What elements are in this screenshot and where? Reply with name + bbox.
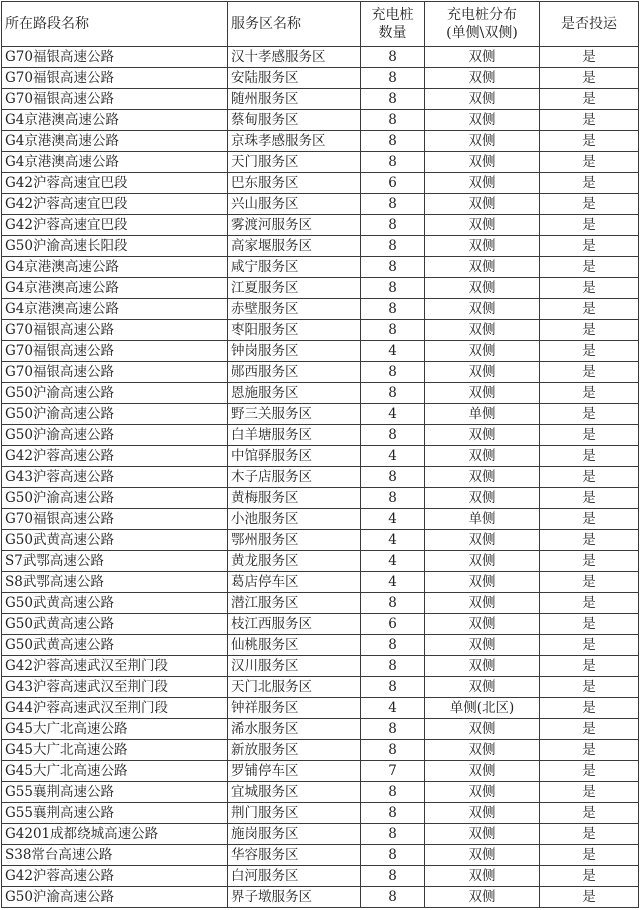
road-name-cell: G50沪渝高速公路 <box>2 425 228 446</box>
charger-distribution-cell: 双侧 <box>425 383 540 404</box>
charger-count-cell: 8 <box>361 467 425 488</box>
charger-count-cell: 8 <box>361 425 425 446</box>
charger-count-cell: 8 <box>361 89 425 110</box>
charger-count-cell: 8 <box>361 152 425 173</box>
charger-count-cell: 4 <box>361 551 425 572</box>
in-operation-cell: 是 <box>540 866 639 887</box>
charger-count-cell: 8 <box>361 299 425 320</box>
charger-count-cell: 8 <box>361 257 425 278</box>
charger-count-cell: 8 <box>361 488 425 509</box>
service-area-cell: 恩施服务区 <box>228 383 361 404</box>
road-name-cell: G4京港澳高速公路 <box>2 110 228 131</box>
service-area-cell: 浠水服务区 <box>228 719 361 740</box>
header-charger-count-line1: 充电桩 <box>371 7 414 23</box>
service-area-cell: 蔡甸服务区 <box>228 110 361 131</box>
charger-distribution-cell: 双侧 <box>425 446 540 467</box>
road-name-cell: G4京港澳高速公路 <box>2 278 228 299</box>
charger-distribution-cell: 双侧 <box>425 89 540 110</box>
in-operation-cell: 是 <box>540 425 639 446</box>
charger-distribution-cell: 双侧 <box>425 257 540 278</box>
charger-distribution-cell: 双侧 <box>425 572 540 593</box>
charger-count-cell: 8 <box>361 887 425 908</box>
road-name-cell: G50武黄高速公路 <box>2 530 228 551</box>
charger-count-cell: 4 <box>361 446 425 467</box>
table-row <box>2 257 639 278</box>
charger-distribution-cell: 单侧 <box>425 404 540 425</box>
charger-count-cell: 8 <box>361 362 425 383</box>
table-row <box>2 656 639 677</box>
in-operation-cell: 是 <box>540 257 639 278</box>
charger-distribution-cell: 双侧 <box>425 47 540 68</box>
charger-count-cell: 4 <box>361 698 425 719</box>
in-operation-cell: 是 <box>540 551 639 572</box>
charger-distribution-cell: 双侧 <box>425 152 540 173</box>
charger-count-cell: 8 <box>361 47 425 68</box>
road-name-cell: G70福银高速公路 <box>2 47 228 68</box>
in-operation-cell: 是 <box>540 803 639 824</box>
in-operation-cell: 是 <box>540 656 639 677</box>
table-row <box>2 47 639 68</box>
in-operation-cell: 是 <box>540 467 639 488</box>
service-area-cell: 随州服务区 <box>228 89 361 110</box>
charger-distribution-cell: 双侧 <box>425 131 540 152</box>
table-row <box>2 635 639 656</box>
charger-count-cell: 4 <box>361 572 425 593</box>
in-operation-cell: 是 <box>540 362 639 383</box>
in-operation-cell: 是 <box>540 593 639 614</box>
in-operation-cell: 是 <box>540 635 639 656</box>
table-row <box>2 362 639 383</box>
charger-distribution-cell: 单侧(北区) <box>425 698 540 719</box>
header-charger-distribution <box>425 2 540 47</box>
charger-count-cell: 8 <box>361 383 425 404</box>
table-row <box>2 677 639 698</box>
charger-distribution-cell: 双侧 <box>425 719 540 740</box>
charger-count-cell: 6 <box>361 614 425 635</box>
table-row <box>2 341 639 362</box>
in-operation-cell: 是 <box>540 719 639 740</box>
road-name-cell: G4京港澳高速公路 <box>2 257 228 278</box>
in-operation-cell: 是 <box>540 383 639 404</box>
charger-count-cell: 8 <box>361 782 425 803</box>
charger-distribution-cell: 双侧 <box>425 278 540 299</box>
road-name-cell: G43沪蓉高速武汉至荆门段 <box>2 677 228 698</box>
in-operation-cell: 是 <box>540 89 639 110</box>
in-operation-cell: 是 <box>540 509 639 530</box>
table-row <box>2 236 639 257</box>
charger-distribution-cell: 双侧 <box>425 782 540 803</box>
in-operation-cell: 是 <box>540 47 639 68</box>
table-row <box>2 278 639 299</box>
header-row <box>2 2 639 47</box>
table-row <box>2 320 639 341</box>
charger-distribution-cell: 双侧 <box>425 362 540 383</box>
service-area-cell: 汉十孝感服务区 <box>228 47 361 68</box>
service-area-cell: 枝江西服务区 <box>228 614 361 635</box>
road-name-cell: G50武黄高速公路 <box>2 593 228 614</box>
table-row <box>2 782 639 803</box>
road-name-cell: G50沪渝高速长阳段 <box>2 236 228 257</box>
service-area-cell: 兴山服务区 <box>228 194 361 215</box>
road-name-cell: G50沪渝高速公路 <box>2 488 228 509</box>
charger-count-cell: 4 <box>361 509 425 530</box>
in-operation-cell: 是 <box>540 446 639 467</box>
charger-distribution-cell: 双侧 <box>425 593 540 614</box>
charger-distribution-cell: 双侧 <box>425 761 540 782</box>
road-name-cell: G4京港澳高速公路 <box>2 131 228 152</box>
road-name-cell: G42沪蓉高速宜巴段 <box>2 194 228 215</box>
service-area-cell: 郧西服务区 <box>228 362 361 383</box>
road-name-cell: G42沪蓉高速武汉至荆门段 <box>2 656 228 677</box>
charger-distribution-cell: 双侧 <box>425 173 540 194</box>
service-area-cell: 雾渡河服务区 <box>228 215 361 236</box>
charger-distribution-cell: 双侧 <box>425 551 540 572</box>
in-operation-cell: 是 <box>540 320 639 341</box>
in-operation-cell: 是 <box>540 236 639 257</box>
charger-distribution-cell: 双侧 <box>425 68 540 89</box>
table-row <box>2 68 639 89</box>
charger-count-cell: 4 <box>361 404 425 425</box>
in-operation-cell: 是 <box>540 110 639 131</box>
road-name-cell: G4京港澳高速公路 <box>2 152 228 173</box>
table-row <box>2 824 639 845</box>
service-area-cell: 赤壁服务区 <box>228 299 361 320</box>
road-name-cell: S38常台高速公路 <box>2 845 228 866</box>
header-in-operation: 是否投运 <box>540 2 639 47</box>
table-row <box>2 467 639 488</box>
in-operation-cell: 是 <box>540 404 639 425</box>
road-name-cell: G50沪渝高速公路 <box>2 887 228 908</box>
table-row <box>2 551 639 572</box>
header-charger-count <box>361 2 425 47</box>
service-area-cell: 仙桃服务区 <box>228 635 361 656</box>
table-row <box>2 866 639 887</box>
service-area-cell: 荆门服务区 <box>228 803 361 824</box>
road-name-cell: G42沪蓉高速公路 <box>2 446 228 467</box>
charger-distribution-cell: 双侧 <box>425 236 540 257</box>
in-operation-cell: 是 <box>540 278 639 299</box>
in-operation-cell: 是 <box>540 824 639 845</box>
charger-distribution-cell: 双侧 <box>425 488 540 509</box>
in-operation-cell: 是 <box>540 887 639 908</box>
charger-distribution-cell: 双侧 <box>425 866 540 887</box>
charger-count-cell: 8 <box>361 740 425 761</box>
in-operation-cell: 是 <box>540 173 639 194</box>
charger-distribution-cell: 双侧 <box>425 824 540 845</box>
table-row <box>2 194 639 215</box>
road-name-cell: G70福银高速公路 <box>2 509 228 530</box>
road-name-cell: G55襄荆高速公路 <box>2 803 228 824</box>
header-distribution-line2: (单侧\双侧) <box>446 25 518 41</box>
road-name-cell: G45大广北高速公路 <box>2 740 228 761</box>
service-area-cell: 巴东服务区 <box>228 173 361 194</box>
charger-distribution-cell: 双侧 <box>425 299 540 320</box>
service-area-cell: 京珠孝感服务区 <box>228 131 361 152</box>
charger-distribution-cell: 双侧 <box>425 656 540 677</box>
table-row <box>2 572 639 593</box>
charger-distribution-cell: 双侧 <box>425 320 540 341</box>
charger-distribution-cell: 双侧 <box>425 425 540 446</box>
charger-count-cell: 8 <box>361 215 425 236</box>
charger-count-cell: 8 <box>361 719 425 740</box>
charger-distribution-cell: 双侧 <box>425 803 540 824</box>
charger-count-cell: 7 <box>361 761 425 782</box>
charger-distribution-cell: 双侧 <box>425 215 540 236</box>
charger-distribution-cell: 双侧 <box>425 194 540 215</box>
table-row <box>2 887 639 908</box>
service-area-cell: 葛店停车区 <box>228 572 361 593</box>
charger-count-cell: 6 <box>361 173 425 194</box>
road-name-cell: G70福银高速公路 <box>2 320 228 341</box>
road-name-cell: S7武鄂高速公路 <box>2 551 228 572</box>
service-area-cell: 汉川服务区 <box>228 656 361 677</box>
road-name-cell: G42沪蓉高速公路 <box>2 866 228 887</box>
charger-count-cell: 8 <box>361 824 425 845</box>
table-row <box>2 593 639 614</box>
road-name-cell: G70福银高速公路 <box>2 68 228 89</box>
road-name-cell: G50武黄高速公路 <box>2 635 228 656</box>
service-area-cell: 江夏服务区 <box>228 278 361 299</box>
header-service-area: 服务区名称 <box>228 2 361 47</box>
table-row <box>2 215 639 236</box>
service-area-cell: 小池服务区 <box>228 509 361 530</box>
road-name-cell: G50沪渝高速公路 <box>2 383 228 404</box>
in-operation-cell: 是 <box>540 194 639 215</box>
in-operation-cell: 是 <box>540 530 639 551</box>
charger-count-cell: 8 <box>361 866 425 887</box>
road-name-cell: S8武鄂高速公路 <box>2 572 228 593</box>
service-area-cell: 枣阳服务区 <box>228 320 361 341</box>
road-name-cell: G70福银高速公路 <box>2 89 228 110</box>
table-row <box>2 131 639 152</box>
table-row <box>2 530 639 551</box>
road-name-cell: G4京港澳高速公路 <box>2 299 228 320</box>
table-row <box>2 404 639 425</box>
in-operation-cell: 是 <box>540 761 639 782</box>
table-row <box>2 173 639 194</box>
service-area-cell: 华容服务区 <box>228 845 361 866</box>
road-name-cell: G50沪渝高速公路 <box>2 404 228 425</box>
charger-distribution-cell: 双侧 <box>425 635 540 656</box>
table-row <box>2 614 639 635</box>
table-row <box>2 740 639 761</box>
charger-count-cell: 8 <box>361 68 425 89</box>
in-operation-cell: 是 <box>540 845 639 866</box>
in-operation-cell: 是 <box>540 572 639 593</box>
charging-station-table <box>1 1 639 908</box>
service-area-cell: 黄梅服务区 <box>228 488 361 509</box>
charger-distribution-cell: 双侧 <box>425 467 540 488</box>
in-operation-cell: 是 <box>540 341 639 362</box>
service-area-cell: 罗铺停车区 <box>228 761 361 782</box>
road-name-cell: G42沪蓉高速宜巴段 <box>2 173 228 194</box>
charger-distribution-cell: 双侧 <box>425 677 540 698</box>
charger-count-cell: 8 <box>361 593 425 614</box>
table-row <box>2 152 639 173</box>
in-operation-cell: 是 <box>540 740 639 761</box>
charger-distribution-cell: 单侧 <box>425 509 540 530</box>
charger-distribution-cell: 双侧 <box>425 740 540 761</box>
road-name-cell: G44沪蓉高速武汉至荆门段 <box>2 698 228 719</box>
header-road-name: 所在路段名称 <box>2 2 228 47</box>
service-area-cell: 钟祥服务区 <box>228 698 361 719</box>
charger-distribution-cell: 双侧 <box>425 110 540 131</box>
table-row <box>2 425 639 446</box>
service-area-cell: 咸宁服务区 <box>228 257 361 278</box>
in-operation-cell: 是 <box>540 152 639 173</box>
charger-count-cell: 8 <box>361 635 425 656</box>
charger-count-cell: 8 <box>361 677 425 698</box>
service-area-cell: 白羊塘服务区 <box>228 425 361 446</box>
table-row <box>2 299 639 320</box>
in-operation-cell: 是 <box>540 614 639 635</box>
road-name-cell: G42沪蓉高速宜巴段 <box>2 215 228 236</box>
table-header <box>2 2 639 47</box>
charger-count-cell: 8 <box>361 236 425 257</box>
charger-count-cell: 8 <box>361 320 425 341</box>
charger-distribution-cell: 双侧 <box>425 614 540 635</box>
table-row <box>2 488 639 509</box>
table-row <box>2 509 639 530</box>
charger-count-cell: 8 <box>361 194 425 215</box>
service-area-cell: 高家堰服务区 <box>228 236 361 257</box>
service-area-cell: 白河服务区 <box>228 866 361 887</box>
service-area-cell: 钟岗服务区 <box>228 341 361 362</box>
in-operation-cell: 是 <box>540 677 639 698</box>
service-area-cell: 天门服务区 <box>228 152 361 173</box>
header-charger-count-line2: 数量 <box>378 25 407 41</box>
service-area-cell: 天门北服务区 <box>228 677 361 698</box>
service-area-cell: 黄龙服务区 <box>228 551 361 572</box>
road-name-cell: G70福银高速公路 <box>2 341 228 362</box>
in-operation-cell: 是 <box>540 131 639 152</box>
service-area-cell: 木子店服务区 <box>228 467 361 488</box>
service-area-cell: 宜城服务区 <box>228 782 361 803</box>
road-name-cell: G4201成都绕城高速公路 <box>2 824 228 845</box>
in-operation-cell: 是 <box>540 215 639 236</box>
charger-count-cell: 8 <box>361 131 425 152</box>
table-row <box>2 446 639 467</box>
service-area-cell: 潜江服务区 <box>228 593 361 614</box>
service-area-cell: 界子墩服务区 <box>228 887 361 908</box>
charger-distribution-cell: 双侧 <box>425 530 540 551</box>
in-operation-cell: 是 <box>540 299 639 320</box>
table-row <box>2 845 639 866</box>
service-area-cell: 中馆驿服务区 <box>228 446 361 467</box>
charger-count-cell: 8 <box>361 278 425 299</box>
table-row <box>2 761 639 782</box>
table-row <box>2 89 639 110</box>
charger-count-cell: 4 <box>361 530 425 551</box>
service-area-cell: 鄂州服务区 <box>228 530 361 551</box>
header-distribution-line1: 充电桩分布 <box>447 7 517 23</box>
road-name-cell: G70福银高速公路 <box>2 362 228 383</box>
charger-distribution-cell: 双侧 <box>425 845 540 866</box>
road-name-cell: G55襄荆高速公路 <box>2 782 228 803</box>
charger-distribution-cell: 双侧 <box>425 887 540 908</box>
in-operation-cell: 是 <box>540 488 639 509</box>
road-name-cell: G50武黄高速公路 <box>2 614 228 635</box>
road-name-cell: G45大广北高速公路 <box>2 761 228 782</box>
charger-count-cell: 8 <box>361 803 425 824</box>
in-operation-cell: 是 <box>540 68 639 89</box>
charger-count-cell: 8 <box>361 110 425 131</box>
table-row <box>2 719 639 740</box>
table-body <box>2 47 639 908</box>
table-row <box>2 698 639 719</box>
service-area-cell: 施岗服务区 <box>228 824 361 845</box>
table-row <box>2 110 639 131</box>
charger-distribution-cell: 双侧 <box>425 341 540 362</box>
charger-count-cell: 8 <box>361 656 425 677</box>
table-row <box>2 803 639 824</box>
road-name-cell: G45大广北高速公路 <box>2 719 228 740</box>
table-row <box>2 383 639 404</box>
in-operation-cell: 是 <box>540 782 639 803</box>
service-area-cell: 新放服务区 <box>228 740 361 761</box>
charger-count-cell: 8 <box>361 845 425 866</box>
service-area-cell: 安陆服务区 <box>228 68 361 89</box>
charger-count-cell: 4 <box>361 341 425 362</box>
road-name-cell: G43沪蓉高速公路 <box>2 467 228 488</box>
service-area-cell: 野三关服务区 <box>228 404 361 425</box>
in-operation-cell: 是 <box>540 698 639 719</box>
